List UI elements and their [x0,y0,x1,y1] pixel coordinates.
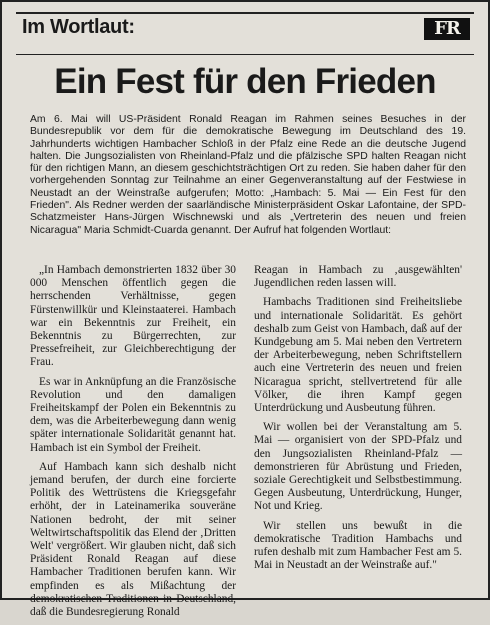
right-column [254,264,462,578]
headline: Ein Fest für den Frieden [54,62,436,101]
right-paragraph-2: Hambachs Traditionen sind Freiheitsliebe und internationale Solidarität. Es gehört deshalb zum Geist von Hambach, daß auf der Kundgebung am 5. Mai neben den Vertretern der Arbeiterbewegung, neben Schriftstellern auch eine Vertreterin des neuen und freien Nicaragua spricht, stellvertretend für alle Völker, die ihren Kampf gegen Unterdrückung und Ausbeutung führen. [254,296,462,415]
header-bottom-rule [16,54,474,55]
fr-logo: FR [424,18,470,40]
right-paragraph-3: Wir wollen bei der Veranstaltung am 5. Mai — organisiert von der SPD-Pfalz und den Jungsozialisten Rheinland-Pfalz — demonstrieren für Abrüstung und Frieden, soziale Gerechtigkeit und Selbstbestimmung. Gegen Ausbeutung, Unterdrückung, Hunger, Not und Krieg. [254,421,462,513]
left-paragraph-2: Es war in Anknüpfung an die Französische Revolution und den damaligen Freiheitskampf der Polen ein Bekenntnis zu dem, was die Arbeiterbewegung dann wenig später internationale Solidarität genannt hat. Hambach ist ein Symbol der Freiheit. [30,375,236,454]
intro-paragraph: Am 6. Mai will US-Präsident Ronald Reagan im Rahmen seines Besuches in der Bundesrepublik vor dem für die demokratische Bewegung im Deutschland des 19. Jahrhunderts wichtigen Hambacher Schloß in der Pfalz eine Rede an die deutsche Jugend halten. Die Jungsozialisten von Rheinland-Pfalz und die pfälzische SPD halten Reagan nicht für den richtigen Mann, an diesem geschichtsträchtigen Ort zu reden. Sie haben daher für den vorhergehenden Sonntag zur Teilnahme an einer Gegenveranstaltung auf der Festwiese in Neustadt an der Weinstraße aufgerufen; Motto: „Hambach: 5. Mai — Ein Fest für den Frieden". Als Redner werden der saarländische Ministerpräsident Oskar Lafontaine, der SPD-Schatzmeister Hans-Jürgen Wischnewski und als „Vertreterin des neuen und freien Nicaragua" Maria Schmidt-Cuarda genannt. Der Aufruf hat folgenden Wortlaut: [30,114,466,236]
right-paragraph-4: Wir stellen uns bewußt in die demokratische Tradition Hambachs und rufen deshalb mit zum Hambacher Fest am 5. Mai in Neustadt an der Weinstraße auf." [254,519,462,572]
left-column [30,264,236,625]
rubric-label: Im Wortlaut: [22,16,135,38]
left-paragraph-3: Auf Hambach kann sich deshalb nicht jemand berufen, der durch eine forcierte Politik des Wettrüstens die Kriegsgefahr erhöht, der in Lateinamerika souveräne Nationen bedroht, der mit seiner Weltwirtschaftspolitik das Elend der ‚Dritten Welt' vergrößert. Wir glauben nicht, daß sich Präsident Ronald Reagan auf diese Hambacher Traditionen berufen kann. Wir empfinden es als Mißachtung der demokratischen Traditionen in Deutschland, daß die Bundesregierung Ronald [30,460,236,619]
right-paragraph-1: Reagan in Hambach zu ‚ausgewählten' Jugendlichen reden lassen will. [254,264,462,290]
left-paragraph-1: „In Hambach demonstrierten 1832 über 30 000 Menschen öffentlich gegen die herrschenden Verhältnisse, gegen Fürstenwillkür und Kleinstaaterei. Hambach war ein Bekenntnis zur Freiheit, ein Bekenntnis zu Bürgerrechten, zur Pressefreiheit, zur Gleichberechtigung der Frau. [30,264,236,369]
header-top-rule [16,12,474,14]
